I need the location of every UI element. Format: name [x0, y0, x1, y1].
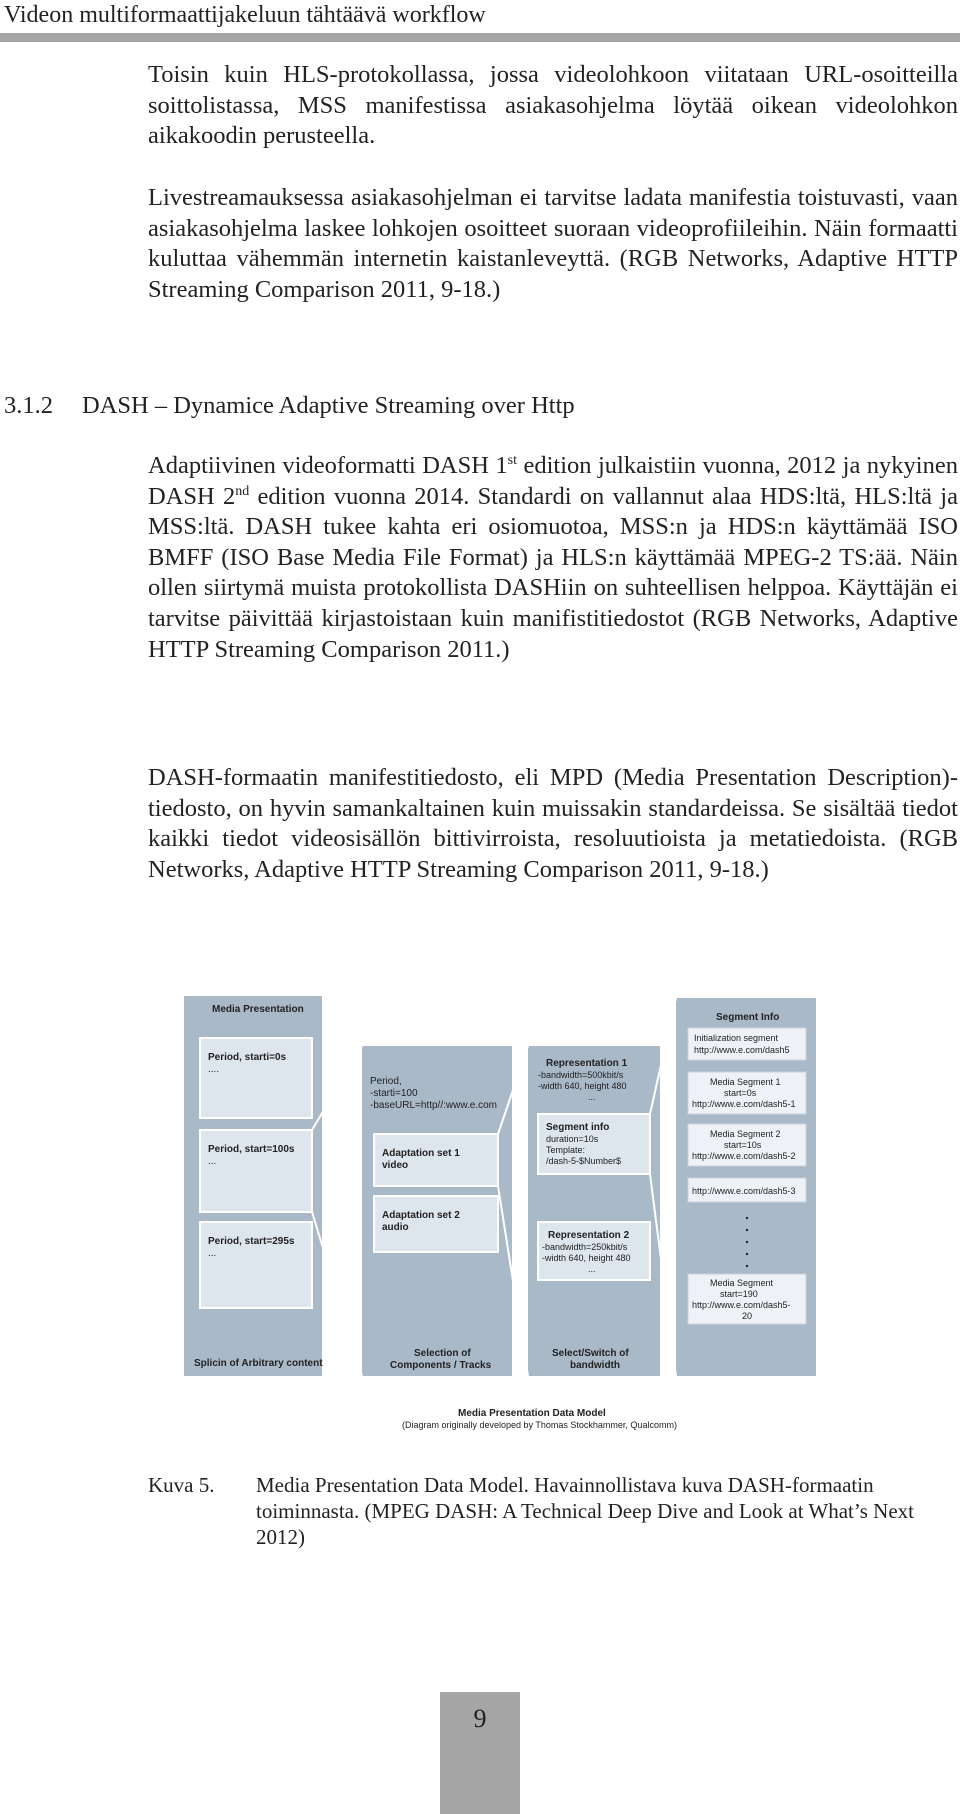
period-box-2 — [200, 1130, 312, 1212]
adaptation-set-1-label: Adaptation set 1 — [382, 1148, 460, 1159]
media-segment-20-url: http://www.e.com/dash5- — [692, 1300, 791, 1310]
text-run: edition vuonna 2014. Standardi on vallannut alaa HDS:ltä, HLS:ltä ja MSS:ltä. DASH tukee kahta eri osiomuotoa, MSS:n ja HDS:n käyttämää ISO BMFF (ISO Base Media File Format) ja HLS:n käyttämää MPEG-2 TS:ää. Näin ollen siirtymä muista protokollista DASHiin on suhteellisen helppoa. Käyttäjän ei tarvitse päivittää kirjastoistaan kuin manifistitiedostot (RGB Networks, Adaptive HTTP Streaming Comparison 2011.) — [148, 482, 958, 663]
superscript-nd: nd — [235, 483, 250, 499]
representation-2-dots: ... — [588, 1264, 596, 1274]
paragraph-livestream: Livestreamauksessa asiakasohjelman ei tarvitse ladata manifestia toistuvasti, vaan asiakasohjelma laskee lohkojen osoitteet suoraan videoprofiileihin. Näin formaatti kuluttaa vähemmän internetin kaistanleveyttä. (RGB Networks, Adaptive HTTP Streaming Comparison 2011, 9-18.) — [148, 184, 958, 303]
segment-info-template: Template: — [546, 1145, 586, 1155]
init-segment-url: http://www.e.com/dash5 — [694, 1045, 790, 1055]
segment-info-title: Segment Info — [716, 1012, 780, 1023]
segment-info-path: /dash-5-$Number$ — [546, 1156, 622, 1166]
header-bar — [0, 33, 960, 42]
media-segment-1-start: start=0s — [724, 1088, 757, 1098]
paragraph-hls-mss: Toisin kuin HLS-protokollassa, jossa videolohkoon viitataan URL-osoitteilla soittolistassa, MSS manifestissa asiakasohjelma löytää oikean videolohkon aikakoodin perusteella. — [148, 61, 958, 150]
period-3-label: Period, start=295s — [208, 1236, 295, 1247]
header-title: Videon multiformaattijakeluun tähtäävä workflow — [4, 2, 486, 28]
switch-label: bandwidth — [570, 1360, 620, 1371]
representation-1-size: -width 640, height 480 — [538, 1081, 627, 1091]
period-detail-line: -starti=100 — [370, 1088, 418, 1099]
period-1-dots: .... — [208, 1064, 220, 1075]
section-number: 3.1.2 — [4, 392, 53, 419]
adaptation-set-2-type: audio — [382, 1222, 409, 1233]
media-segment-20-label: Media Segment — [710, 1278, 774, 1288]
media-segment-20-number: 20 — [742, 1311, 753, 1321]
period-2-label: Period, start=100s — [208, 1144, 295, 1155]
section-title: DASH – Dynamice Adaptive Streaming over Http — [82, 392, 575, 419]
media-segment-1-url: http://www.e.com/dash5-1 — [692, 1099, 796, 1109]
representation-2-bandwidth: -bandwidth=250kbit/s — [542, 1242, 628, 1252]
representation-1-dots: ... — [588, 1092, 596, 1102]
switch-label: Select/Switch of — [552, 1348, 629, 1359]
splicing-label: Splicin of Arbitrary content — [194, 1358, 323, 1369]
media-segment-2-start: start=10s — [724, 1140, 762, 1150]
media-presentation-label: Media Presentation — [212, 1004, 304, 1015]
representation-2-label: Representation 2 — [548, 1230, 630, 1241]
paragraph-mpd: DASH-formaatin manifestitiedosto, eli MPD (Media Presentation Description)-tiedosto, on hyvin samankaltainen kuin muissakin standardeissa. Se sisältää tiedot kaikki tiedot videosisällön bittivirroista, resoluutioista ja metatiedoista. (RGB Networks, Adaptive HTTP Streaming Comparison 2011, 9-18.) — [148, 764, 958, 883]
period-3-dots: ... — [208, 1248, 217, 1259]
period-2-dots: ... — [208, 1156, 217, 1167]
selection-label: Components / Tracks — [390, 1360, 492, 1371]
superscript-st: st — [507, 452, 517, 468]
init-segment-label: Initialization segment — [694, 1033, 779, 1043]
representation-2-size: -width 640, height 480 — [542, 1253, 631, 1263]
media-segment-2-url: http://www.e.com/dash5-2 — [692, 1151, 796, 1161]
caption-text: Media Presentation Data Model. Havainnollistava kuva DASH-formaatin toiminnasta. (MPEG DASH: A Technical Deep Dive and Look at What’s Next 2012) — [256, 1473, 914, 1549]
adaptation-set-1-type: video — [382, 1160, 409, 1171]
paragraph-dash-intro — [148, 451, 958, 665]
diagram-credit: (Diagram originally developed by Thomas Stockhammer, Qualcomm) — [402, 1420, 677, 1430]
period-box-3 — [200, 1222, 312, 1308]
page-number: 9 — [473, 1704, 487, 1733]
selection-label: Selection of — [414, 1348, 471, 1359]
period-1-label: Period, starti=0s — [208, 1052, 287, 1063]
representation-1-label: Representation 1 — [546, 1058, 628, 1069]
media-segment-20-start: start=190 — [720, 1289, 758, 1299]
text-run: edition julkaistiin vuonna, 2012 ja nykyinen DASH 2 — [148, 452, 958, 510]
period-detail-line: Period, — [370, 1076, 402, 1087]
section-heading — [4, 392, 575, 420]
representation-1-bandwidth: -bandwidth=500kbit/s — [538, 1070, 624, 1080]
media-presentation-diagram — [178, 990, 950, 1435]
period-detail-line: -baseURL=http//:www.e.com — [370, 1100, 497, 1111]
media-segment-2-label: Media Segment 2 — [710, 1129, 781, 1139]
page-number-box — [440, 1692, 520, 1814]
caption-label: Kuva 5. — [148, 1473, 215, 1497]
adaptation-set-2-label: Adaptation set 2 — [382, 1210, 460, 1221]
diagram-svg — [178, 990, 950, 1435]
media-segment-3-url: http://www.e.com/dash5-3 — [692, 1186, 796, 1196]
segment-info-duration: duration=10s — [546, 1134, 599, 1144]
period-box-1 — [200, 1038, 312, 1118]
media-segment-1-label: Media Segment 1 — [710, 1077, 781, 1087]
text-run: Adaptiivinen videoformatti DASH 1 — [148, 452, 508, 479]
diagram-title: Media Presentation Data Model — [458, 1408, 606, 1419]
segment-info-label: Segment info — [546, 1122, 610, 1133]
